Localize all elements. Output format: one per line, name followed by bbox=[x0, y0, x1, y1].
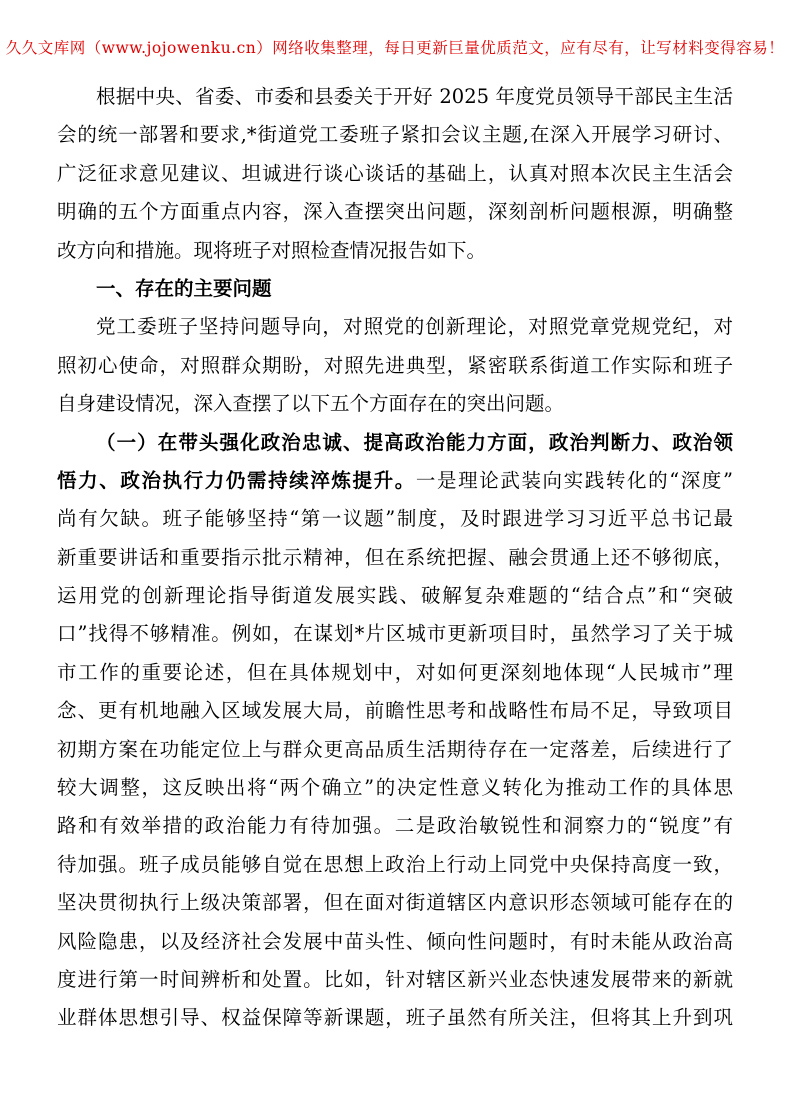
text-segment: 新重要讲话和重要指示批示精神，但在系统把握、融会贯通上还不够彻底， bbox=[57, 545, 733, 569]
text-line bbox=[57, 807, 733, 845]
text-line bbox=[57, 308, 733, 346]
text-line bbox=[57, 500, 733, 538]
text-segment: 照初心使命，对照群众期盼，对照先进典型，紧密联系街道工作实际和班子 bbox=[57, 353, 733, 377]
text-segment: 度进行第一时间辨析和处置。比如，针对辖区新兴业态快速发展带来的新就 bbox=[57, 967, 733, 991]
text-segment: 广泛征求意见建议、坦诚进行谈心谈话的基础上，认真对照本次民主生活会 bbox=[57, 161, 733, 185]
text-line bbox=[57, 577, 733, 615]
text-line bbox=[57, 961, 733, 999]
text-line bbox=[57, 615, 733, 653]
text-segment: 市工作的重要论述，但在具体规划中，对如何更深刻地体现“人民城市”理 bbox=[57, 660, 733, 684]
text-line bbox=[57, 539, 733, 577]
text-segment: 尚有欠缺。班子能够坚持“第一议题”制度，及时跟进学习习近平总书记最 bbox=[57, 507, 733, 531]
text-line bbox=[57, 385, 733, 423]
text-line bbox=[57, 731, 733, 769]
text-segment: 初期方案在功能定位上与群众更高品质生活期待存在一定落差，后续进行了 bbox=[57, 737, 733, 761]
text-line bbox=[57, 155, 733, 193]
text-segment: 明确的五个方面重点内容，深入查摆突出问题，深刻剖析问题根源，明确整 bbox=[57, 200, 733, 224]
text-segment: 待加强。班子成员能够自觉在思想上政治上行动上同党中央保持高度一致， bbox=[57, 852, 733, 876]
text-line bbox=[57, 654, 733, 692]
text-segment: 业群体思想引导、权益保障等新课题，班子虽然有所关注，但将其上升到巩 bbox=[57, 1006, 733, 1030]
text-line bbox=[57, 193, 733, 231]
text-line bbox=[57, 116, 733, 154]
text-line bbox=[57, 999, 733, 1037]
text-segment: 运用党的创新理论指导街道发展实践、破解复杂难题的“结合点”和“突破 bbox=[57, 584, 733, 608]
text-segment: 风险隐患，以及经济社会发展中苗头性、倾向性问题时，有时未能从政治高 bbox=[57, 929, 733, 953]
document-content bbox=[57, 78, 733, 1038]
bold-text-segment: 悟力、政治执行力仍需持续淬炼提升。 bbox=[57, 468, 416, 492]
bold-text-segment: （一）在带头强化政治忠诚、提高政治能力方面，政治判断力、政治领 bbox=[96, 430, 733, 454]
text-segment: 会的统一部署和要求,*街道党工委班子紧扣会议主题,在深入开展学习研讨、 bbox=[57, 123, 733, 147]
text-line bbox=[57, 923, 733, 961]
text-line bbox=[57, 424, 733, 462]
text-line bbox=[57, 232, 733, 270]
text-line bbox=[57, 347, 733, 385]
text-segment: 口”找得不够精准。例如，在谋划*片区城市更新项目时，虽然学习了关于城 bbox=[57, 622, 733, 646]
text-segment: 党工委班子坚持问题导向，对照党的创新理论，对照党章党规党纪，对 bbox=[96, 315, 733, 339]
watermark-text: 久久文库网（www.jojowenku.cn）网络收集整理，每日更新巨量优质范文，应有尽有，让写材料变得容易！ bbox=[5, 39, 785, 57]
text-segment: 较大调整，这反映出将“两个确立”的决定性意义转化为推动工作的具体思 bbox=[57, 776, 733, 800]
text-segment: 坚决贯彻执行上级决策部署，但在面对街道辖区内意识形态领域可能存在的 bbox=[57, 891, 733, 915]
text-segment: 自身建设情况，深入查摆了以下五个方面存在的突出问题。 bbox=[57, 392, 565, 416]
text-line bbox=[57, 692, 733, 730]
text-line bbox=[57, 846, 733, 884]
text-line bbox=[57, 78, 733, 116]
text-segment: 根据中央、省委、市委和县委关于开好 2025 年度党员领导干部民主生活 bbox=[96, 85, 733, 108]
text-line bbox=[57, 769, 733, 807]
text-segment: 路和有效举措的政治能力有待加强。二是政治敏锐性和洞察力的“锐度”有 bbox=[57, 814, 733, 838]
text-line bbox=[57, 884, 733, 922]
text-segment: 念、更有机地融入区域发展大局，前瞻性思考和战略性布局不足，导致项目 bbox=[57, 699, 733, 723]
text-line bbox=[57, 462, 733, 500]
text-segment: 改方向和措施。现将班子对照检查情况报告如下。 bbox=[57, 238, 487, 262]
text-line bbox=[57, 270, 733, 308]
bold-text-segment: 一、存在的主要问题 bbox=[96, 276, 272, 300]
text-segment: 一是理论武装向实践转化的“深度” bbox=[415, 468, 733, 492]
